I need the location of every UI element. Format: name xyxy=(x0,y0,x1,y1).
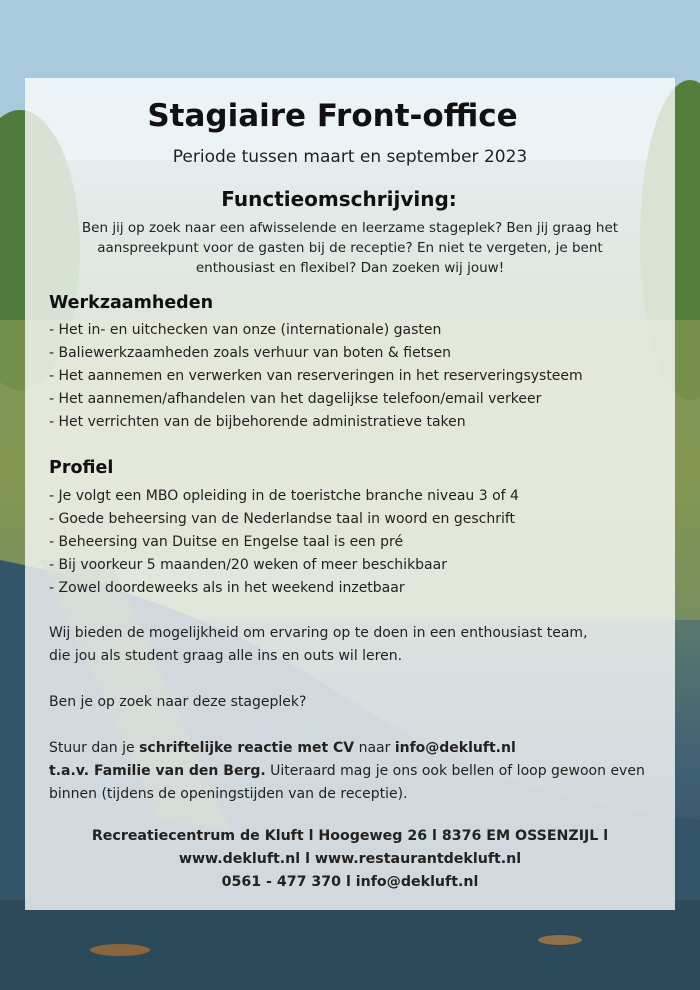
function-heading: Functieomschrijving: xyxy=(221,187,457,211)
question-text: Ben je op zoek naar deze stageplek? xyxy=(49,694,307,710)
intro-line: enthousiast en flexibel? Dan zoeken wij jouw! xyxy=(195,260,505,276)
offer-line: Wij bieden de mogelijkheid om ervaring op te doen in een enthousiast team, xyxy=(49,625,588,641)
list-item: - Beheersing van Duitse en Engelse taal is een pré xyxy=(49,534,404,550)
apply-text xyxy=(49,737,674,806)
apply-call: Uiteraard mag je ons ook bellen of loop gewoon even xyxy=(265,763,645,779)
list-item: - Het aannemen en verwerken van reserveringen in het reserveringsysteem xyxy=(49,368,583,384)
list-item: - Het aannemen/afhandelen van het dagelijkse telefoon/email verkeer xyxy=(49,391,542,407)
apply-line-2 xyxy=(49,760,674,783)
apply-attention: t.a.v. Familie van den Berg. xyxy=(49,763,266,779)
page-title: Stagiaire Front-office xyxy=(147,98,518,134)
offer-line: die jou als student graag alle ins en outs wil leren. xyxy=(49,648,403,664)
offer-text xyxy=(49,622,674,668)
tasks-heading: Werkzaamheden xyxy=(49,293,214,313)
profile-heading: Profiel xyxy=(49,458,114,478)
tasks-list xyxy=(49,319,583,434)
list-item: - Je volgt een MBO opleiding in de toeristche branche niveau 3 of 4 xyxy=(49,488,519,504)
intro-line: aanspreekpunt voor de gasten bij de receptie? En niet te vergeten, je bent xyxy=(97,240,603,256)
list-item: - Zowel doordeweeks als in het weekend inzetbaar xyxy=(49,580,405,596)
footer-address: Recreatiecentrum de Kluft l Hoogeweg 26 l 8376 EM OSSENZIJL l xyxy=(91,828,609,844)
footer-phone-email[interactable]: 0561 - 477 370 l info@dekluft.nl xyxy=(221,874,479,890)
footer-websites[interactable]: www.dekluft.nl l www.restaurantdekluft.nl xyxy=(178,851,522,867)
list-item: - Het verrichten van de bijbehorende administratieve taken xyxy=(49,414,466,430)
list-item: - Goede beheersing van de Nederlandse taal in woord en geschrift xyxy=(49,511,516,527)
period-subtitle: Periode tussen maart en september 2023 xyxy=(172,147,528,167)
apply-lead: Stuur dan je xyxy=(49,740,140,756)
contact-footer xyxy=(0,825,700,894)
apply-to: naar xyxy=(354,740,395,756)
apply-line-3: binnen (tijdens de openingstijden van de receptie). xyxy=(49,786,408,802)
list-item: - Bij voorkeur 5 maanden/20 weken of meer beschikbaar xyxy=(49,557,447,573)
profile-list xyxy=(49,485,519,600)
intro-text xyxy=(62,218,638,278)
intro-line: Ben jij op zoek naar een afwisselende en leerzame stageplek? Ben jij graag het xyxy=(81,220,619,236)
list-item: - Baliewerkzaamheden zoals verhuur van boten & fietsen xyxy=(49,345,451,361)
list-item: - Het in- en uitchecken van onze (internationale) gasten xyxy=(49,322,442,338)
apply-email[interactable]: info@dekluft.nl xyxy=(394,740,516,756)
apply-line-1 xyxy=(49,737,674,760)
apply-requirement: schriftelijke reactie met CV xyxy=(139,740,355,756)
